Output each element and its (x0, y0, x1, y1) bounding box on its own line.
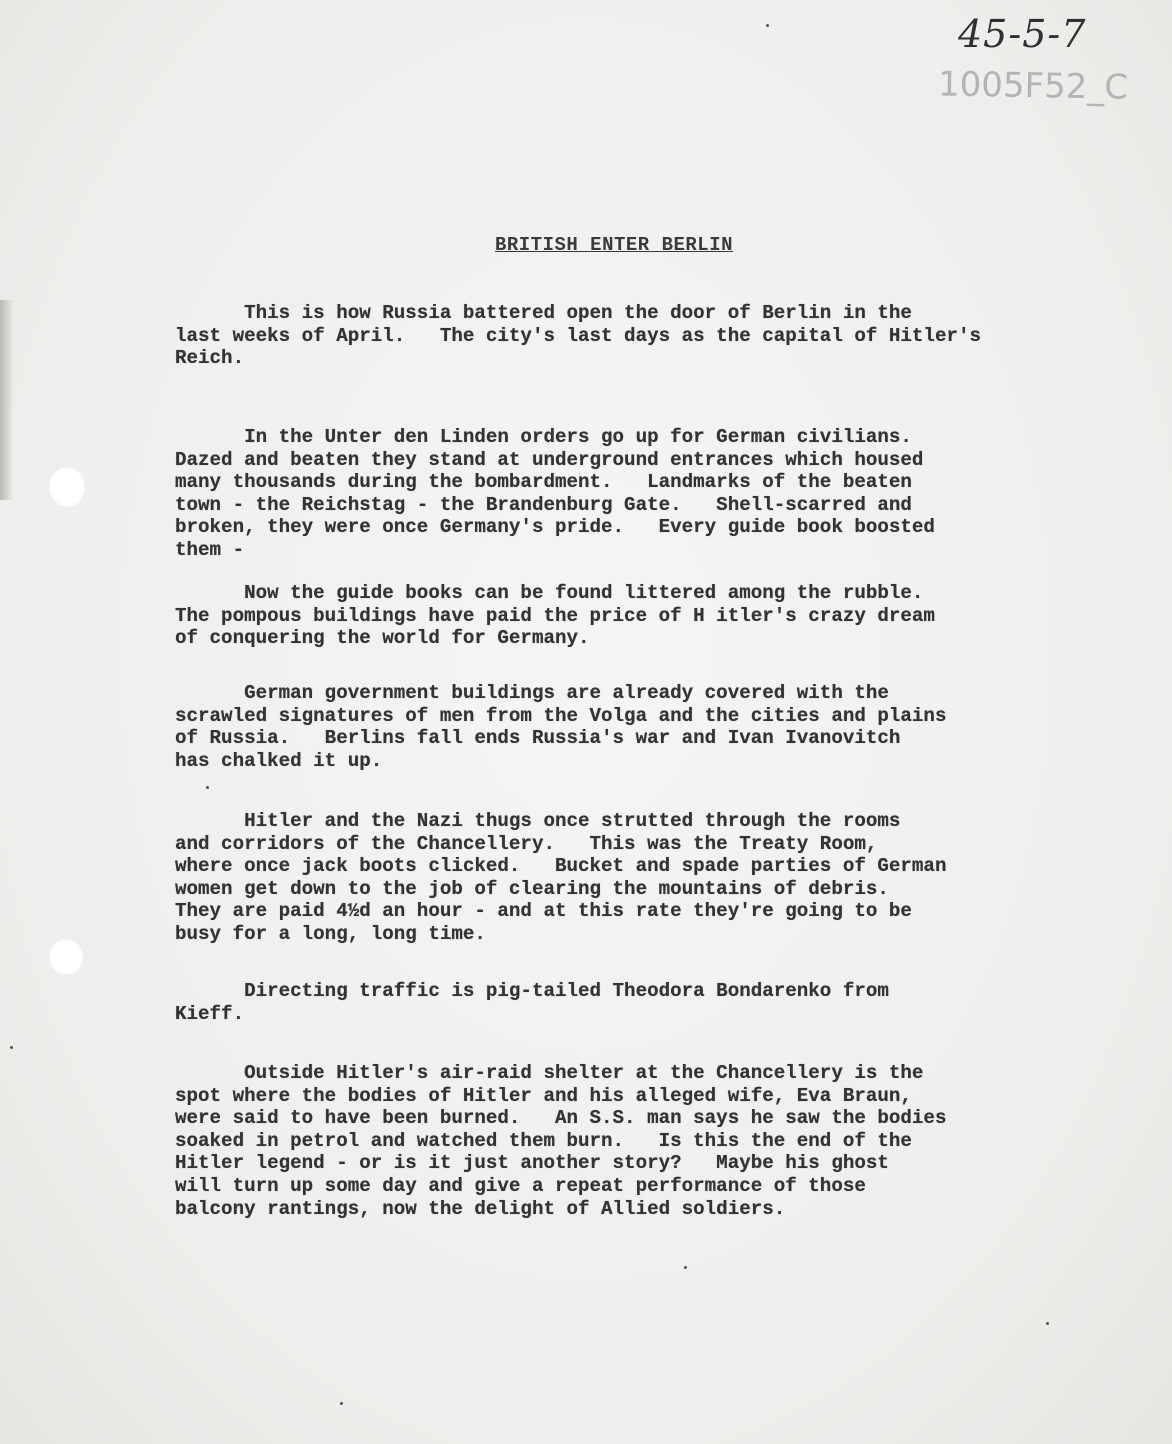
paragraph-7: Outside Hitler's air-raid shelter at the Chancellery is the spot where the bodies of Hitler and his alleged wife, Eva Braun, were said to have been burned. An S.S. man says he saw the bodies soaked in petrol and watched them burn. Is this the end of the Hitler legend - or is it just another story? Maybe his ghost will turn up some day and give a repeat performance of those balcony rantings, now the delight of Allied soldiers. (175, 1062, 947, 1220)
scan-speck (340, 1402, 343, 1405)
stamped-reference-code: 1005F52_C (937, 64, 1129, 108)
scan-edge-shadow (0, 300, 14, 500)
paragraph-4: German government buildings are already covered with the scrawled signatures of men from the Volga and the cities and plains of Russia. Berlins fall ends Russia's war and Ivan Ivanovitch has chalked it up. (175, 682, 947, 772)
scan-speck (766, 24, 769, 27)
scan-speck (206, 786, 209, 789)
document-title: BRITISH ENTER BERLIN (494, 234, 734, 256)
scan-speck (1046, 1322, 1049, 1325)
punch-hole-top (48, 466, 86, 508)
paragraph-5: Hitler and the Nazi thugs once strutted through the rooms and corridors of the Chancellery. This was the Treaty Room, where once jack boots clicked. Bucket and spade parties of German women get down to the job of clearing the mountains of debris. They are paid 4½d an hour - and at this rate they're going to be busy for a long, long time. (175, 810, 947, 945)
paragraph-2: In the Unter den Linden orders go up for German civilians. Dazed and beaten they stand at underground entrances which housed many thousands during the bombardment. Landmarks of the beaten town - the Reichstag - the Brandenburg Gate. Shell-scarred and broken, they were once Germany's pride. Every guide book boosted them - (175, 426, 935, 561)
paragraph-6: Directing traffic is pig-tailed Theodora Bondarenko from Kieff. (175, 980, 889, 1025)
scan-speck (684, 1266, 687, 1269)
paragraph-3: Now the guide books can be found littered among the rubble. The pompous buildings have paid the price of H itler's crazy dream of conquering the world for Germany. (175, 582, 935, 650)
punch-hole-bottom (48, 938, 84, 976)
scan-speck (10, 1046, 13, 1049)
handwritten-reference-number: 45-5-7 (958, 12, 1087, 56)
paragraph-1: This is how Russia battered open the door of Berlin in the last weeks of April. The city's last days as the capital of Hitler's Reich. (175, 302, 982, 370)
